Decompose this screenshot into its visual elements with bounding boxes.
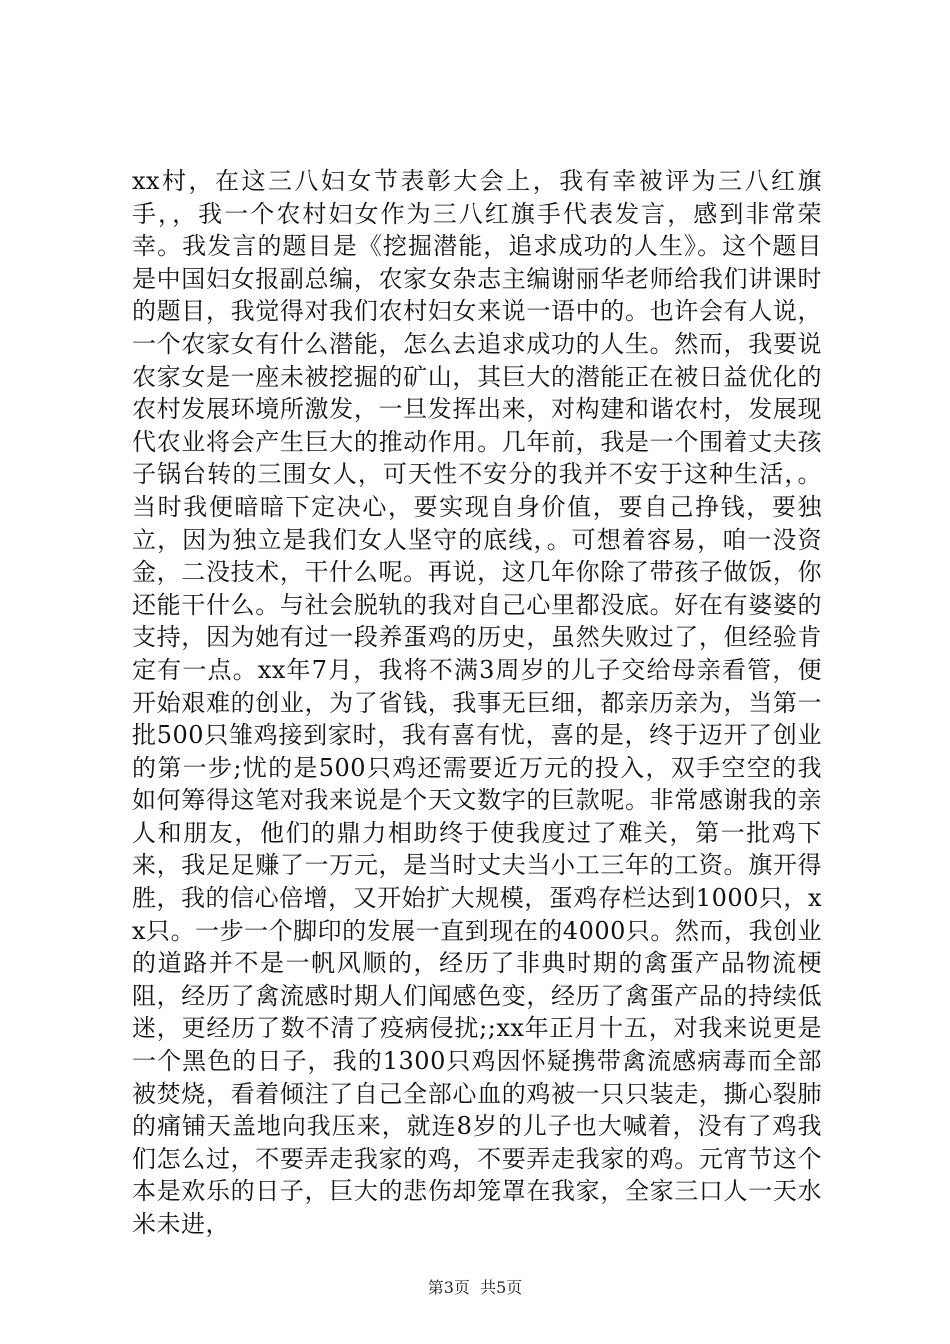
page-number-label: 第3页 共5页 [427,1278,523,1297]
body-paragraph: xx村，在这三八妇女节表彰大会上，我有幸被评为三八红旗手，，我一个农村妇女作为三八红旗手代表发言，感到非常荣幸。我发言的题目是《挖掘潜能，追求成功的人生》。这个题目是中国妇女报副总编，农家女杂志主编谢丽华老师给我们讲课时的题目，我觉得对我们农村妇女来说一语中的。也许会有人说，一个农家女有什么潜能，怎么去追求成功的人生。然而，我要说农家女是一座未被挖掘的矿山，其巨大的潜能正在被日益优化的农村发展环境所激发，一旦发挥出来，对构建和谐农村，发展现代农业将会产生巨大的推动作用。几年前，我是一个围着丈夫孩子锅台转的三围女人，可天性不安分的我并不安于这种生活，。当时我便暗暗下定决心，要实现自身价值，要自己挣钱，要独立，因为独立是我们女人坚守的底线，。可想着容易，咱一没资金，二没技术，干什么呢。再说，这几年你除了带孩子做饭，你还能干什么。与社会脱轨的我对自己心里都没底。好在有婆婆的支持，因为她有过一段养蛋鸡的历史，虽然失败过了，但经验肯定有一点。xx年7月，我将不满3周岁的儿子交给母亲看管，便开始艰难的创业，为了省钱，我事无巨细，都亲历亲为，当第一批500只雏鸡接到家时，我有喜有忧，喜的是，终于迈开了创业的第一步;忧的是500只鸡还需要近万元的投入，双手空空的我如何筹得这笔对我来说是个天文数字的巨款呢。非常感谢我的亲人和朋友，他们的鼎力相助终于使我度过了难关，第一批鸡下来，我足足赚了一万元，是当时丈夫当小工三年的工资。旗开得胜，我的信心倍增，又开始扩大规模，蛋鸡存栏达到1000只，xx只。一步一个脚印的发展一直到现在的4000只。然而，我创业的道路并不是一帆风顺的，经历了非典时期的禽蛋产品物流梗阻，经历了禽流感时期人们闻感色变，经历了禽蛋产品的持续低迷，更经历了数不清了疫病侵扰;;xx年正月十五，对我来说更是一个黑色的日子，我的1300只鸡因怀疑携带禽流感病毒而全部被焚烧，看着倾注了自己全部心血的鸡被一只只装走，撕心裂肺的痛铺天盖地向我压来，就连8岁的儿子也大喊着，没有了鸡我们怎么过，不要弄走我家的鸡，不要弄走我家的鸡。元宵节这个本是欢乐的日子，巨大的悲伤却笼罩在我家，全家三口人一天水米未进， [132,167,822,1238]
page-footer [0,1278,950,1298]
